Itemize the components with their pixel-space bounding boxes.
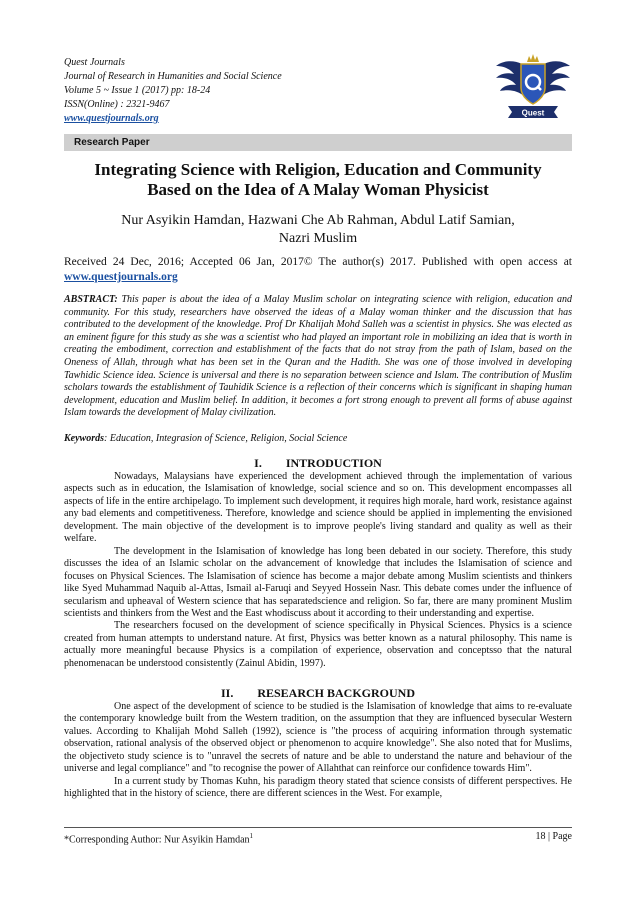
section-title: INTRODUCTION: [285, 456, 382, 470]
keywords: [64, 432, 572, 445]
paragraph: The development in the Islamisation of knowledge has long been debated in our society. Therefore, this study discusses the idea of an Islamic scholar on the advancement of knowledge that includes the Islamisation of science and focuses on Physical Sciences. The Islamisation of science has become a major debate among Muslim scientists and thinkers like Syed Muhammad Naquib al-Attas, Ismail al-Faruqi and Seyyed Hossein Nasr. This debate comes under the influence of secularism and upheaval of Western science that has separatedscience and religion. So far, there are many prominent Muslim scientists and thinkers from the West and the East whodiscuss about it according to their understanding and expertise.: [64, 545, 572, 619]
received-text: Received 24 Dec, 2016; Accepted 06 Jan, 2017© The author(s) 2017. Published with open access at: [64, 256, 572, 268]
paragraph: Nowadays, Malaysians have experienced the development achieved through the implementation of various aspects such as in education, the Islamisation of knowledge, social science and so on. This development encompasses all aspects of life in the entire archipelago. To implement such development, it requires high morale, hard work, resistance against any bad elements and competitiveness. Therefore, knowledge and science should be applied in implementing the envisioned development. The main objective of the development is to improve people's living standard and quality as well as their welfare.: [64, 471, 572, 545]
corresponding-author: [64, 830, 253, 846]
corresponding-author-text: *Corresponding Author: Nur Asyikin Hamdan: [64, 834, 250, 846]
volume-info: Volume 5 ~ Issue 1 (2017) pp: 18-24: [64, 85, 211, 96]
title-line-2: Based on the Idea of A Malay Woman Physicist: [147, 180, 489, 199]
journal-header: [64, 56, 484, 126]
page-number: 18 | Page: [535, 831, 572, 842]
introduction-body: [64, 471, 572, 670]
paper-title: [64, 160, 572, 200]
quest-logo-icon: [494, 52, 572, 124]
section-number: II.: [220, 686, 234, 700]
paragraph: The researchers focused on the development of science specifically in Physical Sciences. Physics is a science created from human attempts to understand nature. At first, Physics was better known as a natural philosophy. This name is actually more meaningful because Physics is a compilation of experience, observation and conceptsso that the natural phenomenacan be understood consistently (Zainul Abidin, 1997).: [64, 620, 572, 669]
journal-url-link[interactable]: www.questjournals.org: [64, 113, 159, 124]
research-background-body: [64, 701, 572, 801]
paper-type-banner: [64, 134, 572, 151]
keywords-label: Keywords: [64, 433, 104, 444]
section-heading-research-background: [64, 686, 572, 700]
title-line-1: Integrating Science with Religion, Education and Community: [94, 160, 542, 179]
author-superscript: 1: [249, 832, 254, 840]
section-number: I.: [254, 456, 262, 470]
authors-line-2: Nazri Muslim: [278, 231, 358, 246]
issn-info: ISSN(Online) : 2321-9467: [64, 99, 170, 110]
paragraph: In a current study by Thomas Kuhn, his paradigm theory stated that science consists of different perspectives. He highlighted that in the history of science, there are different sciences in the West. For example,: [64, 775, 572, 800]
publication-history: [64, 255, 572, 285]
logo-label: Quest: [521, 108, 545, 118]
abstract-text: This paper is about the idea of a Malay Muslim scholar on integrating science with religion, education and community. For this study, researchers have observed the ideas of a Malay woman thinker and the discussion that has contributed to the development of the knowledge. Prof Dr Khalijah Mohd Salleh was a scientist in physics. She was elected as an eminent figure for this study as she was a scientist who had played an important role in mobilizing an idea that is worth in creating the embodiment, correction and establishment of the facts that do not stray from the path of Islam, based on the Oneness of Allah, through what has been set in the Quran and the Hadith. She was one of those involved in developing Tawhidic Science idea. Science is universal and there is no separation between science and Islam. The contribution of Muslim scholars towards the establishment of Tauhidik Science is a reflection of their concerns which is significant in shaping human development, education and Muslim belief. In addition, it becomes a fort strong enough to prevent all forms of abuse against Islam towards the development of Malay civilization.: [64, 294, 572, 419]
footer-divider: [64, 827, 572, 828]
abstract-label: ABSTRACT:: [64, 294, 118, 305]
journal-name: Journal of Research in Humanities and Social Science: [64, 71, 282, 82]
abstract: [64, 294, 572, 420]
paper-type-label: Research Paper: [74, 137, 150, 148]
received-url-link[interactable]: www.questjournals.org: [64, 271, 178, 283]
author-list: [64, 212, 572, 248]
section-title: RESEARCH BACKGROUND: [257, 686, 416, 700]
keywords-text: : Education, Integrasion of Science, Religion, Social Science: [104, 433, 348, 444]
paragraph: One aspect of the development of science to be studied is the Islamisation of knowledge that aims to re-evaluate the contemporary knowledge built from the Western tradition, on the assumption that they are influenced bysecular Western values. According to Khalijah Mohd Salleh (1992), science is "the process of acquiring information through systematic observation, rational analysis of the observed object or phenomenon to acquire knowledge". She also noted that for Muslims, the objectiveto study science is to "unravel the secrets of nature and be able to understand the nature and behaviour of the universe and legal compliance" and "to recognise the power of Allahthat can reinforce our confidence towards Him".: [64, 701, 572, 775]
section-heading-introduction: [64, 456, 572, 470]
authors-line-1: Nur Asyikin Hamdan, Hazwani Che Ab Rahman, Abdul Latif Samian,: [121, 213, 515, 228]
publisher-name: Quest Journals: [64, 57, 125, 68]
